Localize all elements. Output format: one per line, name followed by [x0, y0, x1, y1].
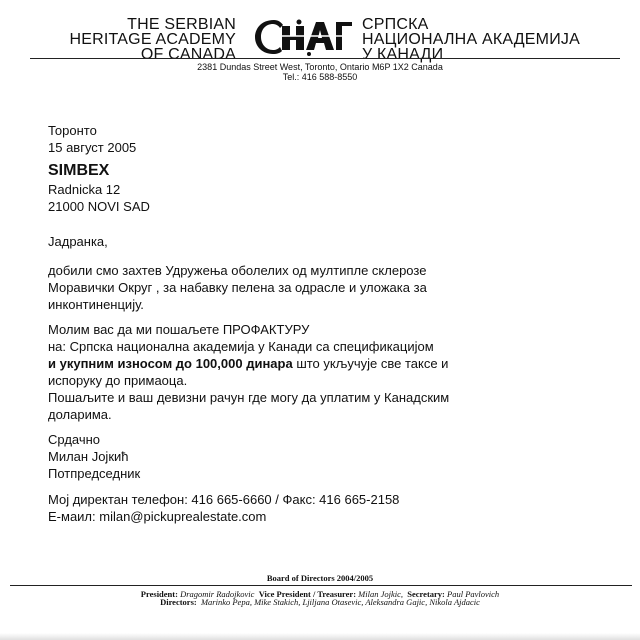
recipient-company: SIMBEX: [48, 162, 110, 179]
president-label: President:: [140, 589, 178, 599]
org-name-english-line-2: HERITAGE ACADEMY: [69, 31, 236, 48]
paragraph-2-line-rest: што укључује све таксе и: [292, 356, 449, 371]
footer-divider: [10, 585, 632, 586]
paragraph-2-line: доларима.: [48, 407, 112, 422]
paragraph-2-line: Пошаљите и ваш девизни рачун где могу да уплатим у Канадским: [48, 390, 450, 405]
org-phone: Tel.: 416 588-8550: [282, 72, 358, 82]
org-name-english: [40, 17, 236, 62]
paragraph-2-line: Молим вас да ми пошаљете ПРОФАКТУРУ: [48, 322, 310, 337]
paragraph-2-line: [48, 355, 449, 372]
vp-label: Vice President / Treasurer:: [258, 589, 357, 599]
paragraph-1: [48, 262, 427, 313]
paragraph-2-line: испоруку до примаоца.: [48, 373, 188, 388]
secretary-name: Paul Pavlovich: [447, 589, 500, 599]
org-address: 2381 Dundas Street West, Toronto, Ontario M6P 1X2 Canada: [197, 62, 443, 72]
directors-names: Marinko Pepa, Mike Stakich, Ljiljana Otasevic, Aleksandra Gajic, Nikola Ajdacic: [200, 597, 480, 607]
paragraph-1-line: добили смо захтев Удружења оболелих од мултипле склерозе: [48, 263, 427, 278]
directors-label: Directors:: [160, 597, 197, 607]
vp-name: Milan Jojkic,: [358, 589, 404, 599]
contact-email: Е-маил: milan@pickuprealestate.com: [48, 509, 267, 524]
salutation: Јадранка,: [48, 234, 108, 249]
letterhead-divider: [30, 58, 620, 59]
org-name-serbian-line-2: НАЦИОНАЛНА АКАДЕМИЈА: [362, 31, 580, 48]
recipient-street: Radnicka 12: [48, 182, 121, 197]
academy-logo: [252, 16, 356, 58]
letter-date: 15 август 2005: [48, 140, 137, 155]
amount-emphasis: и укупним износом до 100,000 динара: [48, 356, 293, 371]
org-name-english-line-3: OF CANADA: [140, 46, 236, 63]
paragraph-2-line: на: Српска национална академија у Канади са спецификацијом: [48, 339, 434, 354]
board-title: Board of Directors 2004/2005: [266, 573, 374, 583]
org-name-serbian-line-3: У КАНАДИ: [362, 46, 444, 63]
letter-city: Торонто: [48, 123, 97, 138]
president-name: Dragomir Radojkovic: [180, 589, 255, 599]
paragraph-1-line: Моравички Округ , за набавку пелена за одрасле и уложака за: [48, 280, 427, 295]
org-name-serbian: [362, 17, 632, 62]
secretary-label: Secretary:: [407, 589, 445, 599]
closing: Срдачно: [48, 432, 101, 447]
board-directors: [0, 598, 640, 607]
paragraph-1-line: инконтиненцију.: [48, 297, 144, 312]
contact-phone-fax: Мој директан телефон: 416 665-6660 / Факс: 416 665-2158: [48, 492, 400, 507]
signer-title: Потпредседник: [48, 466, 141, 481]
org-name-english-line-1: THE SERBIAN: [127, 16, 236, 33]
org-name-serbian-line-1: СРПСКА: [362, 16, 429, 33]
signer-name: Милан Јојкић: [48, 449, 129, 464]
recipient-city: 21000 NOVI SAD: [48, 199, 150, 214]
paragraph-2: [48, 321, 449, 423]
scan-edge: [0, 633, 640, 640]
